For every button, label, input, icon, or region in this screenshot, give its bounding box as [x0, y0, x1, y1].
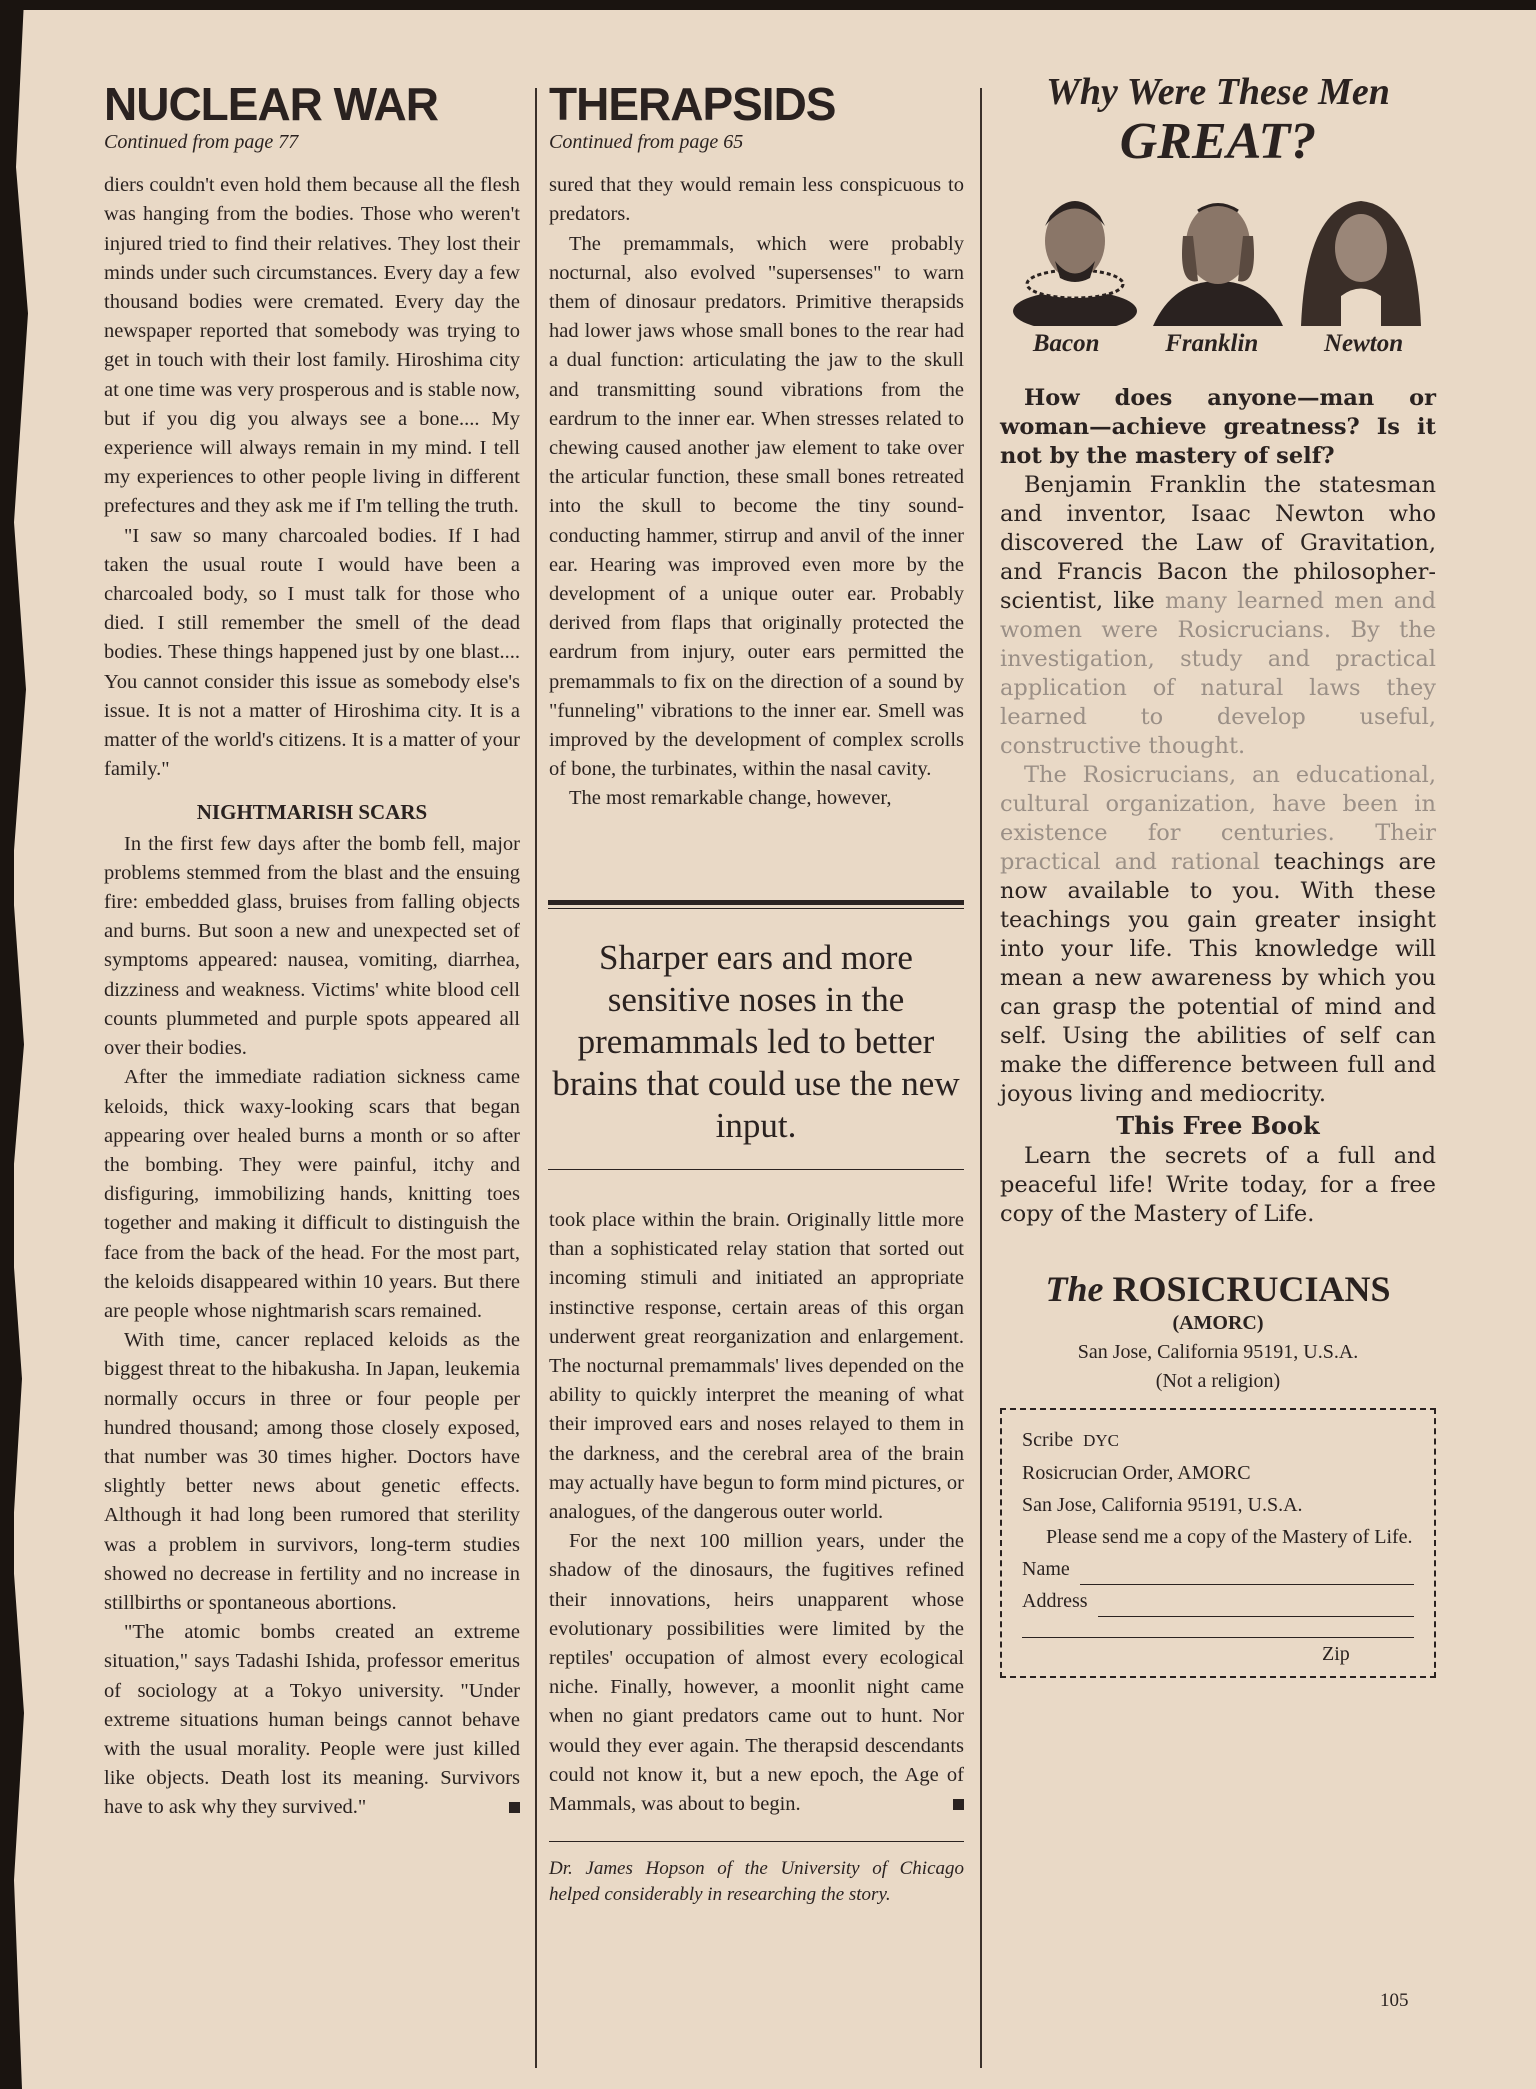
article-therapsids-continued: [549, 1206, 964, 1908]
newton-portrait-icon: [1296, 186, 1426, 326]
end-mark-icon: [509, 1802, 520, 1813]
page-number: 105: [1380, 1990, 1409, 2011]
coupon-scribe: [1022, 1424, 1414, 1457]
pull-quote-text: Sharper ears and more sensitive noses in the premammals led to better brains that could use the new input.: [552, 938, 960, 1145]
paragraph: diers couldn't even hold them because all the flesh was hanging from the bodies. Those who weren't injured tried to find their relatives. They lost their minds under such circumstances. Every day a few thousand bodies were cremated. Every day the newspaper reported that somebody was trying to get in touch with their lost family. Hiroshima city at one time was very prosperous and is stable now, but if you dig you always see a bone.... My experience will always remain in my mind. I tell my experiences to other people living in different prefectures and they ask me if I'm telling the truth.: [104, 174, 520, 518]
pull-quote-rule: [548, 900, 964, 909]
rosicrucian-ad: [1000, 70, 1436, 1678]
franklin-portrait-icon: [1153, 186, 1283, 326]
pull-quote: [548, 900, 964, 1170]
paragraph: took place within the brain. Originally little more than a sophisticated relay station that sorted out incoming stimuli and initiated an appropriate instinctive response, certain areas of this organ underwent great reorganization and enlargement. The nocturnal premammals' lives depended on the ability to quickly interpret the meaning of what their improved ears and noses relayed to them in the darkness, and the cerebral area of the brain may actually have begun to form mind pictures, or analogues, of the dangerous outer world.: [549, 1209, 965, 1524]
not-religion: (Not a religion): [1155, 1370, 1281, 1392]
continued-note: Continued from page 77: [104, 131, 299, 153]
ad-text: teachings are now available to you. With these teachings you gain greater insight into your life. This knowledge will mean a new awareness by which you can grasp the potential of mind and self. Using the abilities of self can make the difference between full and joyous living and mediocrity.: [1000, 849, 1437, 1107]
address-label: Address: [1022, 1590, 1088, 1612]
address-field[interactable]: [1022, 1585, 1414, 1617]
portrait-names: [1000, 330, 1436, 358]
portraits: [1010, 186, 1426, 326]
coupon-order: Rosicrucian Order, AMORC: [1022, 1462, 1251, 1484]
column-divider: [980, 88, 982, 2068]
coupon-address: San Jose, California 95191, U.S.A.: [1022, 1494, 1303, 1516]
name-newton: Newton: [1323, 330, 1404, 357]
mail-coupon[interactable]: [1000, 1408, 1436, 1678]
address-line-2[interactable]: [1022, 1617, 1414, 1638]
article-nuclear-war: [104, 80, 520, 1823]
subheading: NIGHTMARISH SCARS: [196, 800, 428, 825]
end-mark-icon: [953, 1799, 964, 1810]
name-franklin: Franklin: [1165, 330, 1259, 357]
scribe-code: DYC: [1083, 1431, 1119, 1450]
name-bacon: Bacon: [1032, 330, 1100, 357]
paragraph: sured that they would remain less conspicuous to predators.: [549, 174, 964, 226]
ad-paragraph: [1000, 471, 1436, 761]
coupon-request: Please send me a copy of the Mastery of Life.: [1046, 1526, 1413, 1548]
name-field[interactable]: [1022, 1553, 1414, 1585]
logo-the: The: [1045, 1269, 1104, 1309]
continued-note: Continued from page 65: [549, 131, 744, 153]
scribe-label: Scribe: [1022, 1429, 1074, 1451]
paragraph: The premammals, which were probably nocturnal, also evolved "supersenses" to warn them of dinosaur predators. Primitive therapsids had lower jaws whose small bones to the rear had a dual function: articulating the jaw to the skull and transmitting sound vibrations from the eardrum to the inner ear. When stresses related to chewing caused another jaw element to take over the articular function, these small bones retreated into the skull to become the tiny sound-conducting hammer, stirrup and anvil of the inner ear. Hearing was improved even more by the development of a unique outer ear. Probably derived from flaps that originally protected the eardrum from injury, outer ears permitted the premammals to fix on the direction of a sound by "funneling" vibrations to the inner ear. Smell was improved by the development of complex scrolls of bone, the turbinates, within the nasal cavity.: [549, 232, 964, 781]
logo-name: ROSICRUCIANS: [1112, 1269, 1391, 1309]
bacon-portrait-icon: [1010, 186, 1140, 326]
ad-headline-great: GREAT?: [1119, 113, 1317, 170]
address-input-line-2[interactable]: [1022, 1617, 1414, 1638]
ad-text: Benjamin Franklin the statesman and inventor, Isaac Newton who discovered the Law of Gravitation, and Francis Bacon the philosopher-scientist, like: [1000, 472, 1436, 614]
ad-lead: How does anyone—man or woman—achieve greatness? Is it not by the mastery of self?: [1000, 385, 1436, 469]
ad-body: [1000, 384, 1436, 1229]
paragraph-text: For the next 100 million years, under the shadow of the dinosaurs, the fugitives refined their innovations, heirs unapparent whose evolutionary possibilities were limited by the reptiles' occupation of almost every ecological niche. Finally, however, a moonlit night came when no giant predators came out to hunt. Nor would they ever again. The therapsid descendants could not know it, but a new epoch, the Age of Mammals, was about to begin.: [549, 1530, 964, 1816]
free-book-heading: This Free Book: [1116, 1111, 1320, 1140]
name-input-line[interactable]: [1080, 1564, 1414, 1585]
paragraph-text: "The atomic bombs created an extreme situation," says Tadashi Ishida, professor emeritus of sociology at a Tokyo university. "Under extreme situations human beings cannot behave with the usual morality. People were just killed like objects. Death lost its meaning. Survivors have to ask why they survived.": [104, 1621, 520, 1819]
ad-paragraph: Learn the secrets of a full and peaceful life! Write today, for a free copy of the Mastery of Life.: [1000, 1143, 1436, 1227]
paragraph: "I saw so many charcoaled bodies. If I had taken the usual route I would have been a charcoaled body, so I must talk for those who died. I still remember the smell of the dead bodies. These things happened just by one blast.... You cannot consider this issue as somebody else's issue. It is not a matter of Hiroshima city. It is a matter of the world's citizens. It is a matter of your family.": [104, 524, 520, 781]
rosicrucians-logo: [1000, 1269, 1436, 1309]
paragraph: With time, cancer replaced keloids as the biggest threat to the hibakusha. In Japan, leukemia normally occurs in three or four people per hundred thousand; among those closely exposed, that number was 30 times higher. Doctors have slightly better news about genetic effects. Although it had long been rumored that sterility was a problem in survivors, long-term studies showed no decrease in fertility and no increase in stillbirths or spontaneous abortions.: [104, 1329, 520, 1614]
ad-paragraph: [1000, 761, 1436, 1109]
address-input-line[interactable]: [1098, 1596, 1414, 1617]
ad-text-faded: many learned men and women were Rosicrucians. By the investigation, study and practical application of natural laws they learned to develop useful, constructive thought.: [1000, 588, 1436, 759]
ad-headline: Why Were These Men: [1046, 71, 1390, 113]
ad-address: San Jose, California 95191, U.S.A.: [1077, 1341, 1359, 1363]
paragraph: [104, 1618, 520, 1822]
ad-text-faded: The Rosicrucians, an educational, cultural organization, have been in existence for centuries. Their practical and rational: [1000, 762, 1436, 875]
name-label: Name: [1022, 1558, 1070, 1580]
article-therapsids: [549, 80, 964, 814]
article-title: THERAPSIDS: [549, 78, 836, 130]
zip-label: Zip: [1322, 1643, 1350, 1665]
paragraph: In the first few days after the bomb fell, major problems stemmed from the blast and the ensuing fire: embedded glass, bruises from falling objects and burns. But soon a new and unexpected set of symptoms appeared: nausea, vomiting, diarrhea, dizziness and weakness. Victims' white blood cell counts plummeted and purple spots appeared all over their bodies.: [104, 832, 520, 1060]
amorc: (AMORC): [1172, 1312, 1264, 1334]
paragraph: [549, 1527, 964, 1819]
pull-quote-rule: [548, 1169, 964, 1170]
paragraph: The most remarkable change, however,: [569, 787, 892, 810]
column-divider: [535, 88, 537, 2068]
paragraph: After the immediate radiation sickness came keloids, thick waxy-looking scars that began appearing over healed burns a month or so after the bombing. They were painful, itchy and disfiguring, immobilizing hands, knitting toes together and making it difficult to distinguish the face from the back of the head. For the most part, the keloids disappeared within 10 years. But there are people whose nightmarish scars remained.: [104, 1066, 520, 1322]
article-title: NUCLEAR WAR: [104, 78, 438, 130]
credit-note: Dr. James Hopson of the University of Chicago helped considerably in researching the story.: [549, 1841, 964, 1908]
